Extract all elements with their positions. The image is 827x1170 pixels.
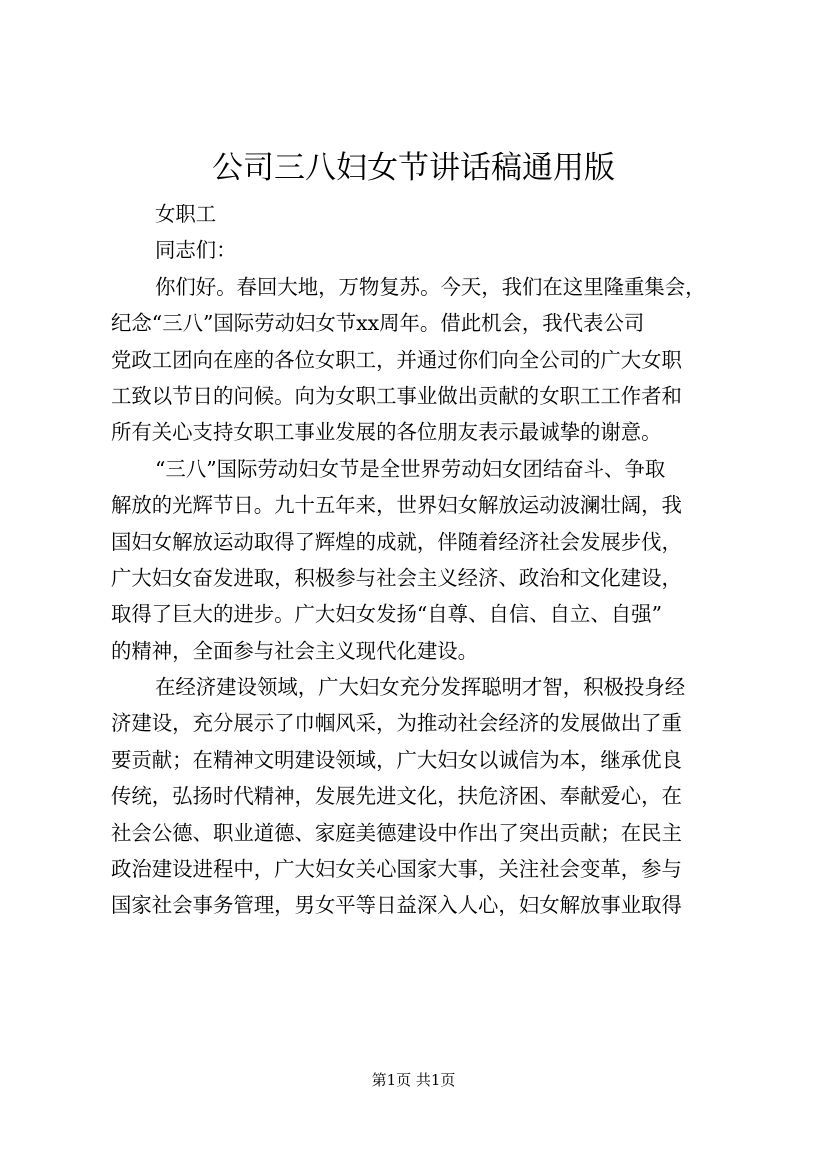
paragraph-line: 传统，弘扬时代精神，发展先进文化，扶危济困、奉献爱心，在 [111, 784, 682, 809]
paragraph [111, 269, 735, 451]
paragraph-line: 广大妇女奋发进取，积极参与社会主义经济、政治和文化建设， [111, 565, 682, 590]
page-footer: 第1页 共1页 [371, 1071, 456, 1089]
paragraph-line: 国妇女解放运动取得了辉煌的成就，伴随着经济社会发展步伐， [111, 529, 682, 554]
paragraph-line: 工致以节日的问候。向为女职工事业做出贡献的女职工工作者和 [111, 383, 682, 408]
paragraph-line: 党政工团向在座的各位女职工，并通过你们向全公司的广大女职 [111, 347, 682, 372]
paragraph-line: 在经济建设领域，广大妇女充分发挥聪明才智，积极投身经 [155, 675, 686, 700]
paragraph-line: 社会公德、职业道德、家庭美德建设中作出了突出贡献；在民主 [111, 820, 682, 845]
salutation-line: 女职工 [155, 202, 217, 226]
paragraph-line: 纪念“三八”国际劳动妇女节xx周年。借此机会，我代表公司 [111, 311, 645, 336]
paragraph-line: 所有关心支持女职工事业发展的各位朋友表示最诚挚的谢意。 [111, 420, 662, 445]
salutation-line: 同志们： [155, 238, 237, 263]
paragraph-line: 解放的光辉节日。九十五年来，世界妇女解放运动波澜壮阔，我 [111, 493, 682, 518]
document-title: 公司三八妇女节讲话稿通用版 [212, 150, 615, 186]
document-body [111, 196, 735, 924]
paragraph-line: 济建设，充分展示了巾帼风采，为推动社会经济的发展做出了重 [111, 711, 682, 736]
paragraph-line: 的精神，全面参与社会主义现代化建设。 [111, 638, 479, 663]
paragraph-line: “三八”国际劳动妇女节是全世界劳动妇女团结奋斗、争取 [155, 456, 666, 481]
paragraph-line: 要贡献；在精神文明建设领域，广大妇女以诚信为本，继承优良 [111, 747, 682, 772]
paragraph-line: 你们好。春回大地，万物复苏。今天，我们在这里隆重集会， [155, 274, 706, 299]
paragraph-line: 政治建设进程中，广大妇女关心国家大事，关注社会变革，参与 [111, 857, 682, 882]
paragraph [111, 669, 735, 924]
paragraph [111, 451, 735, 669]
paragraph-line: 取得了巨大的进步。广大妇女发扬“自尊、自信、自立、自强” [111, 602, 663, 627]
paragraph-line: 国家社会事务管理，男女平等日益深入人心，妇女解放事业取得 [111, 893, 682, 918]
